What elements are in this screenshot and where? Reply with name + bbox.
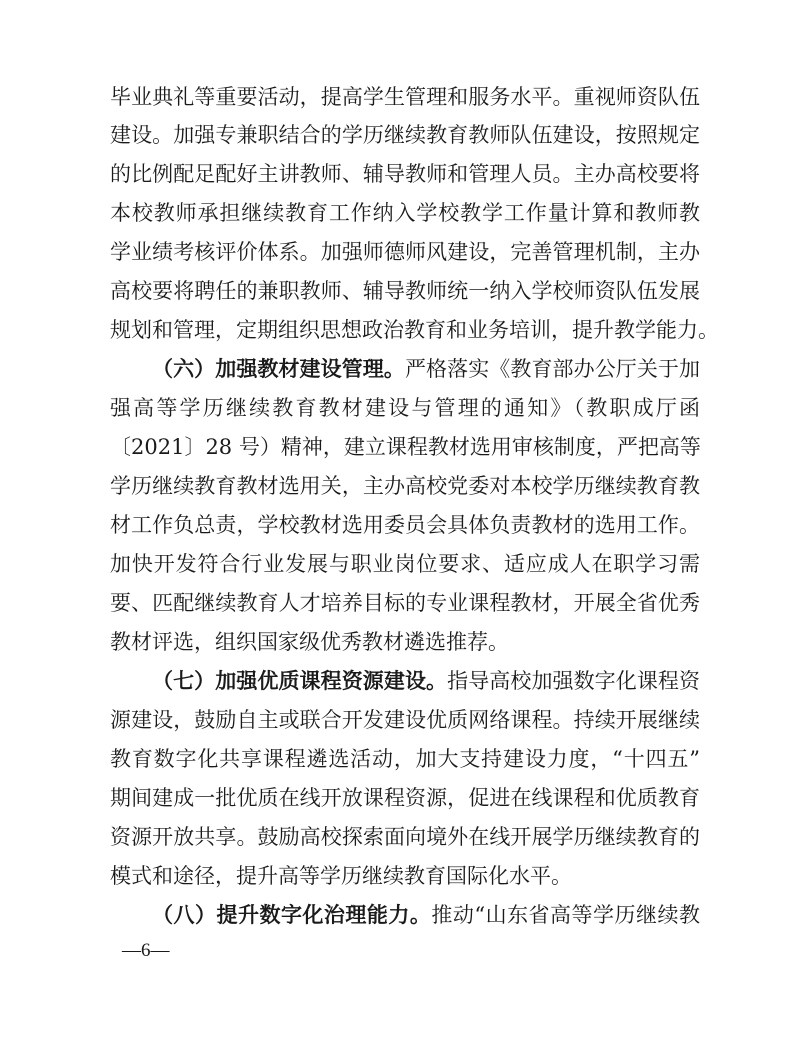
paragraph-line: 的比例配足配好主讲教师、辅导教师和管理人员。主办高校要将: [110, 162, 700, 186]
paragraph-line: 教育数字化共享课程遴选活动，加大支持建设力度，“十四五”: [110, 747, 700, 771]
section-8-first-line-text: 推动“山东省高等学历继续教: [431, 903, 700, 927]
paragraph-line: 规划和管理，定期组织思想政治教育和业务培训，提升教学能力。: [110, 318, 719, 342]
section-7-first-line-text: 指导高校加强数字化课程资: [447, 669, 701, 693]
section-6-first-line-text: 严格落实《教育部办公厅关于加: [404, 357, 701, 381]
paragraph-line: 资源开放共享。鼓励高校探索面向境外在线开展学历继续教育的: [110, 825, 700, 849]
paragraph-line: 毕业典礼等重要活动，提高学生管理和服务水平。重视师资队伍: [110, 85, 700, 109]
paragraph-line: 期间建成一批优质在线开放课程资源，促进在线课程和优质教育: [110, 786, 700, 810]
paragraph-line: 建设。加强专兼职结合的学历继续教育教师队伍建设，按照规定: [110, 123, 700, 147]
section-7-heading: （七）加强优质课程资源建设。: [152, 669, 448, 693]
paragraph-line: 学业绩考核评价体系。加强师德师风建设，完善管理机制，主办: [110, 240, 700, 264]
section-8-first-line: [152, 896, 700, 934]
section-8-heading: （八）提升数字化治理能力。: [152, 903, 432, 927]
paragraph-line: 学历继续教育教材选用关，主办高校党委对本校学历继续教育教: [110, 474, 700, 498]
paragraph-line: 模式和途径，提升高等学历继续教育国际化水平。: [110, 864, 572, 888]
paragraph-line: 强高等学历继续教育教材建设与管理的通知》（教职成厅函: [110, 396, 700, 420]
paragraph-line: 〔2021〕28 号）精神，建立课程教材选用审核制度，严把高等: [110, 435, 701, 459]
paragraph-line: 源建设，鼓励自主或联合开发建设优质网络课程。持续开展继续: [110, 708, 700, 732]
paragraph-line: 材工作负总责，学校教材选用委员会具体负责教材的选用工作。: [110, 513, 700, 537]
paragraph-line: 要、匹配继续教育人才培养目标的专业课程教材，开展全省优秀: [110, 591, 700, 615]
section-6-first-line: [152, 350, 700, 388]
page-number: —6—: [122, 940, 170, 961]
paragraph-line: 教材评选，组织国家级优秀教材遴选推荐。: [110, 630, 509, 654]
section-7-first-line: [152, 662, 700, 700]
paragraph-line: 加快开发符合行业发展与职业岗位要求、适应成人在职学习需: [110, 552, 700, 576]
paragraph-line: 本校教师承担继续教育工作纳入学校教学工作量计算和教师教: [110, 201, 700, 225]
paragraph-line: 高校要将聘任的兼职教师、辅导教师统一纳入学校师资队伍发展: [110, 279, 700, 303]
section-6-heading: （六）加强教材建设管理。: [152, 357, 405, 381]
